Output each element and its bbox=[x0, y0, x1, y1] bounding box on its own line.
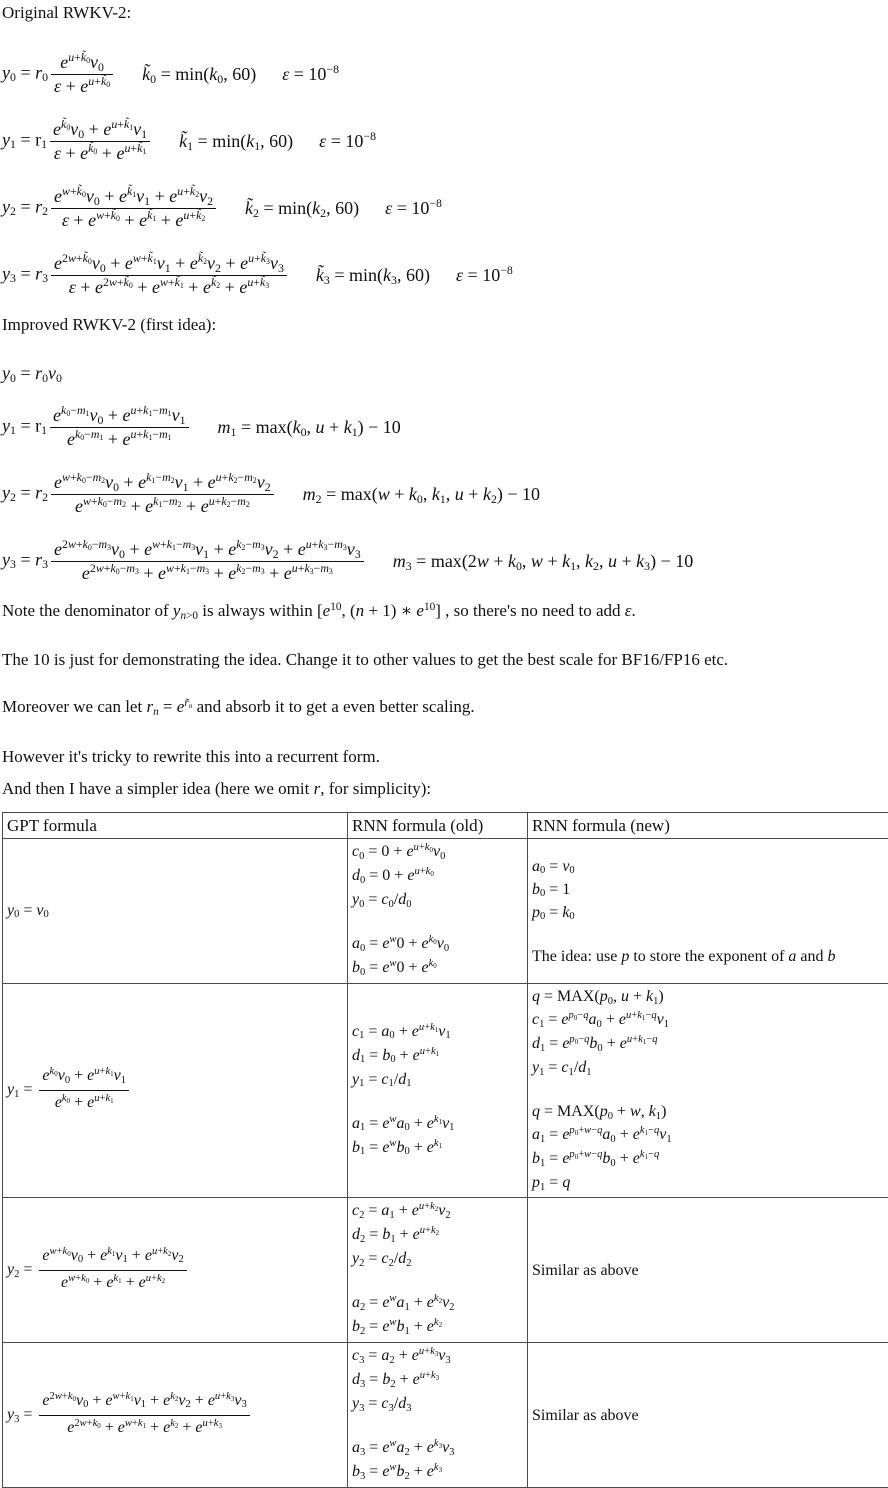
cell-old-y3: $c3 = a2 + e^{u+k3}v3$ $d3 = b2 + e^{u+k3}$ y3 = c3/d3 $a3 = e^wa2 + e^{k3}v3$ $b3 = e^wb2 + e^{k3}$ bbox=[348, 1343, 528, 1488]
note-paragraph-5: And then I have a simpler idea (here we omit r, for simplicity): bbox=[2, 778, 888, 800]
table-row-y2 bbox=[3, 1198, 888, 1343]
note-paragraph-4: However it's tricky to rewrite this into a recurrent form. bbox=[2, 746, 888, 768]
equation-improved-y2: y2 = r2 $\frac{e^{w+k0-m2}v0 + e^{k1-m2}v1 + e^{u+k2-m2}v2}{e^{w+k0-m2} + e^{k1-m2} + e^{u+k2-m2}}$ m2 = max(w + k0, k1, u + k2) − 10 bbox=[2, 466, 888, 522]
equation-improved-y3: y3 = r3 $\frac{e^{2w+k0-m3}v0 + e^{w+k1-m3}v1 + e^{k2-m3}v2 + e^{u+k3-m3}v3}{e^{2w+k0-m3} + e^{w+k1-m3} + e^{k2-m3} + e^{u+k3-m3}}$ m3 = max(2w + k0, w + k1, k2, u + k3) − 10 bbox=[2, 533, 888, 589]
cell-old-y1: $c1 = a0 + e^{u+k1}v1$ $d1 = b0 + e^{u+k1}$ y1 = c1/d1 $a1 = e^wa0 + e^{k1}v1$ $b1 = e^wb0 + e^{k1}$ bbox=[348, 984, 528, 1198]
comparison-table bbox=[2, 812, 888, 1488]
cell-new-y1: q = MAX(p0, u + k1) $c1 = e^{p0-q}a0 + e^{u+k1-q}v1$ $d1 = e^{p0-q}b0 + e^{u+k1-q}$ y1 = c1/d1 q = MAX(p0 + w, k1) $a1 = e^{p0+w-q}a0 + e^{k1-q}v1$ $b1 = e^{p0+w-q}b0 + e^{k1-q}$ p1 = q bbox=[528, 984, 888, 1198]
col-header-rnn-formula-new: RNN formula (new) bbox=[528, 813, 888, 839]
equation-improved-y1: y1 = r1 $\frac{e^{k0-m1}v0 + e^{u+k1-m1}v1}{e^{k0-m1} + e^{u+k1-m1}}$ m1 = max(k0, u + k1) − 10 bbox=[2, 399, 888, 455]
note-paragraph-2: The 10 is just for demonstrating the idea. Change it to other values to get the best scale for BF16/FP16 etc. bbox=[2, 649, 888, 671]
equation-improved-y0: y0 = r0v0 bbox=[2, 358, 888, 388]
equation-original-y1: y1 = r1 $\frac{e^{k̃0}v0 + e^{u+k̃1}v1}{\varepsilon + e^{k̃0} + e^{u+k̃1}}$ k̃1 = min(k1, 60) $\varepsilon = 10^{-8}$ bbox=[2, 113, 888, 169]
cell-new-y3: Similar as above bbox=[528, 1343, 888, 1488]
cell-gpt-y0: y0 = v0 bbox=[3, 839, 348, 984]
cell-gpt-y3: y3 = $\frac{e^{2w+k0}v0 + e^{w+k1}v1 + e^{k2}v2 + e^{u+k3}v3}{e^{2w+k0} + e^{w+k1} + e^{k2} + e^{u+k3}}$ bbox=[3, 1343, 348, 1488]
cell-new-y2: Similar as above bbox=[528, 1198, 888, 1343]
table-row-y3 bbox=[3, 1343, 888, 1488]
table-row-y1 bbox=[3, 984, 888, 1198]
cell-old-y2: $c2 = a1 + e^{u+k2}v2$ $d2 = b1 + e^{u+k2}$ y2 = c2/d2 $a2 = e^wa1 + e^{k2}v2$ $b2 = e^wb1 + e^{k2}$ bbox=[348, 1198, 528, 1343]
note-paragraph-3: Moreover we can let rn = $e^{r̃n}$ and absorb it to get a even better scaling. bbox=[2, 696, 888, 721]
section-title-improved: Improved RWKV-2 (first idea): bbox=[2, 314, 888, 336]
section-title-original: Original RWKV-2: bbox=[2, 2, 888, 24]
table-row-y0 bbox=[3, 839, 888, 984]
section-improved bbox=[2, 314, 888, 589]
note-paragraph-1: Note the denominator of yn>0 is always within [$e^{10}$, (n + 1) ∗ $e^{10}$] , so there's no need to add ε. bbox=[2, 600, 888, 624]
cell-gpt-y1: y1 = $\frac{e^{k0}v0 + e^{u+k1}v1}{e^{k0} + e^{u+k1}}$ bbox=[3, 984, 348, 1198]
cell-new-y0: a0 = v0 b0 = 1 p0 = k0 The idea: use p to store the exponent of a and b bbox=[528, 839, 888, 984]
notes bbox=[2, 600, 888, 800]
equation-original-y2: y2 = r2 $\frac{e^{w+k̃0}v0 + e^{k̃1}v1 + e^{u+k̃2}v2}{\varepsilon + e^{w+k̃0} + e^{k̃1} + e^{u+k̃2}}$ k̃2 = min(k2, 60) $\varepsilon = 10^{-8}$ bbox=[2, 180, 888, 236]
cell-old-y0: $c0 = 0 + e^{u+k0}v0$ $d0 = 0 + e^{u+k0}$ y0 = c0/d0 $a0 = e^w0 + e^{k0}v0$ $b0 = e^w0 + e^{k0}$ bbox=[348, 839, 528, 984]
header-row bbox=[3, 813, 888, 839]
col-header-rnn-formula-old: RNN formula (old) bbox=[348, 813, 528, 839]
equation-original-y0: y0 = r0 $\frac{e^{u+k̃0}v0}{\varepsilon + e^{u+k̃0}}$ k̃0 = min(k0, 60) $\varepsilon = 10^{-8}$ bbox=[2, 46, 888, 102]
col-header-gpt-formula: GPT formula bbox=[3, 813, 348, 839]
cell-gpt-y2: y2 = $\frac{e^{w+k0}v0 + e^{k1}v1 + e^{u+k2}v2}{e^{w+k0} + e^{k1} + e^{u+k2}}$ bbox=[3, 1198, 348, 1343]
equation-original-y3: y3 = r3 $\frac{e^{2w+k̃0}v0 + e^{w+k̃1}v1 + e^{k̃2}v2 + e^{u+k̃3}v3}{\varepsilon + e^{2w+k̃0} + e^{w+k̃1} + e^{k̃2} + e^{u+k̃3}}$ k̃3 = min(k3, 60) $\varepsilon = 10^{-8}$ bbox=[2, 247, 888, 303]
section-original bbox=[2, 2, 888, 303]
